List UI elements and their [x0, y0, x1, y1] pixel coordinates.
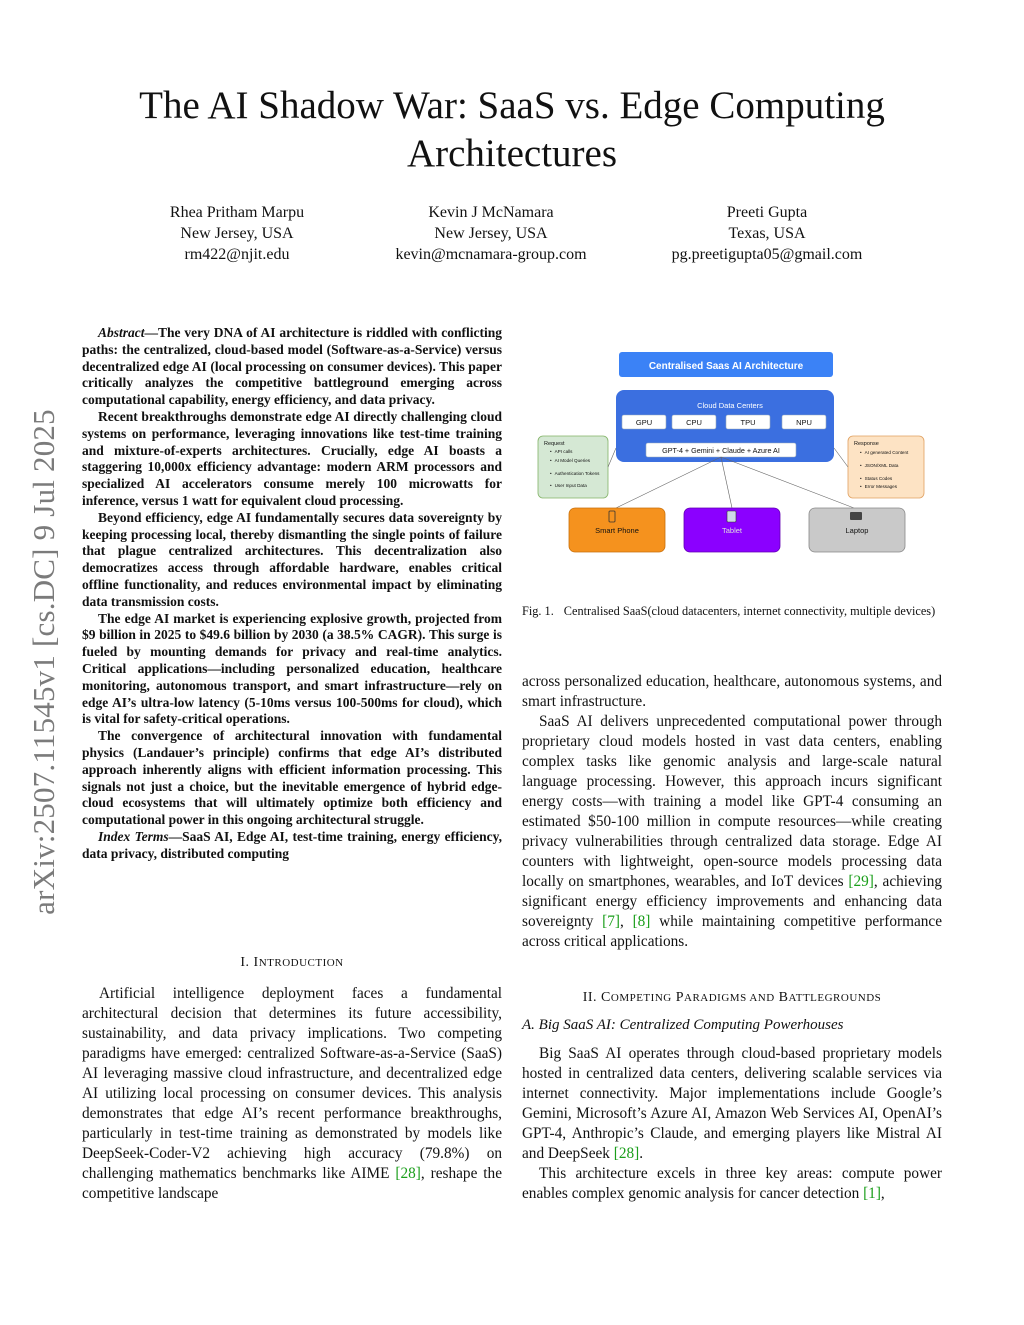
introduction-text [82, 984, 502, 1204]
abstract-paragraph: The convergence of architectural innovation with fundamental physics (Landauer’s principle) confirms that edge AI’s distributed approach inherently aligns with efficient information processing. This signals not just a choice, but the inevitable emergence of hybrid edge-cloud ecosystems that will ultimately optimize both efficiency and computational power in this ongoing architectural struggle. [82, 728, 502, 828]
section-number: I. [240, 955, 254, 970]
figure-caption-label: Fig. 1. [522, 604, 554, 618]
citation-link[interactable]: [1] [863, 1185, 881, 1202]
request-title: Request [544, 441, 565, 447]
laptop-icon [850, 512, 862, 520]
body-text: , achieving significant energy efficiency improvements and enhancing data sovereignty [522, 873, 942, 930]
body-paragraph [522, 1164, 942, 1204]
arxiv-stamp-text: arXiv:2507.11545v1 [cs.DC] 9 Jul 2025 [26, 409, 61, 915]
body-text: Big SaaS AI operates through cloud-based proprietary models hosted in centralized data centers, delivering scalable services via internet connectivity. Major implementations include Google’s Gemini, Microsoft’s Azure AI, Amazon Web Services AI, OpenAI’s GPT-4, Anthropic’s Claude, and emerging players like Mistral AI and DeepSeek [522, 1045, 942, 1162]
tablet-icon [727, 511, 736, 522]
chip-label: TPU [740, 418, 756, 427]
response-title: Response [854, 441, 879, 447]
abstract-text: The very DNA of AI architecture is riddled with conflicting paths: the centralized, cloud-based model (Software-as-a-Service) versus decentralized edge AI (local processing on consumer devices). This paper critically analyzes the competitive battleground emerging across computational capability, energy efficiency, and data privacy. [82, 325, 502, 408]
response-item: • JSON/XML Data [860, 463, 899, 468]
request-item: • User Input Data [550, 483, 587, 488]
author-block-2 [361, 202, 621, 265]
author-name: Rhea Pritham Marpu [169, 204, 305, 221]
device-label: Laptop [845, 526, 869, 535]
connector-line [834, 448, 848, 467]
index-terms-label: Index Terms [98, 828, 169, 844]
response-item: • AI generated Content [860, 450, 909, 455]
section-title-initial: I [253, 955, 259, 970]
response-item: • Status Codes [860, 476, 893, 481]
device-label: Smart Phone [595, 526, 639, 535]
section-title-rest: OMPETING [610, 992, 672, 1004]
intro-paragraph [82, 984, 502, 1204]
continued-paragraph: across personalized education, healthcare, autonomous systems, and smart infrastructure. [522, 673, 942, 710]
author-location: New Jersey, USA [434, 225, 548, 242]
abstract-paragraph: The edge AI market is experiencing explosive growth, projected from $9 billion in 2025 to $49.6 billion by 2030 (a 38.5% CAGR). This surge is fueled by mounting demands for privacy and real-time analytics. Critical applications—including personalized education, healthcare monitoring, autonomous transport, and smart infrastructure—rely on edge AI’s ultra-low latency (5-10ms versus 100-500ms for cloud), which is vital for safety-critical operations. [82, 610, 502, 727]
author-block-3 [637, 202, 897, 265]
body-paragraph [522, 712, 942, 952]
abstract [82, 325, 502, 863]
author-name: Kevin J McNamara [428, 204, 554, 221]
abstract-paragraph: Recent breakthroughs demonstrate edge AI directly challenging cloud systems on performance, leveraging innovations like test-time training and mixture-of-experts architectures. Crucially, edge AI boasts a staggering 10,000x efficiency advantage: modern ARM processors and specialized AI accelerators consume merely 100 microwatts for inference, versus 1 watt for equivalent cloud processing. [82, 408, 502, 508]
request-item: • Authentication Tokens [550, 471, 600, 476]
subsection-text [522, 1044, 942, 1204]
cloud-label: Cloud Data Centers [697, 401, 763, 410]
chip-label: GPU [635, 418, 653, 427]
author-block-1 [107, 202, 367, 265]
author-location: New Jersey, USA [180, 225, 294, 242]
citation-link[interactable]: [28] [395, 1165, 421, 1182]
body-text: This architecture excels in three key areas: compute power enables complex genomic analysis for cancer detection [522, 1165, 942, 1202]
models-label: GPT-4 + Gemini + Claude + Azure AI [662, 446, 780, 455]
connector-line [721, 457, 854, 508]
body-text: . [639, 1145, 644, 1162]
paper-title: The AI Shadow War: SaaS vs. Edge Computing Architectures [139, 84, 885, 175]
body-text: , [619, 913, 633, 930]
author-email[interactable]: pg.preetigupta05@gmail.com [671, 246, 863, 263]
abstract-label: Abstract [98, 325, 145, 340]
architecture-diagram [536, 348, 928, 560]
body-paragraph [522, 1044, 942, 1164]
figure-caption-text: Centralised SaaS(cloud datacenters, internet connectivity, multiple devices) [563, 604, 936, 618]
connector-line [616, 457, 721, 508]
citation-link[interactable]: [7] [602, 913, 620, 930]
section-title-initial: C [601, 990, 611, 1005]
response-item: • Error Messages [860, 484, 898, 489]
section-title-rest: NTRODUCTION [258, 957, 344, 969]
body-text: , [880, 1185, 885, 1202]
request-item: • AI Model Queries [550, 458, 591, 463]
abstract-paragraph: Beyond efficiency, edge AI fundamentally secures data sovereignty by keeping processing local, thereby dismantling the single points of failure that plague centralized architectures. This decentralization also democratizes access through affordable hardware, enables critical offline functionality, and reduces environmental impact by eliminating data transmission costs. [82, 509, 502, 609]
citation-link[interactable]: [29] [848, 873, 874, 890]
author-email[interactable]: rm422@njit.edu [184, 246, 290, 263]
citation-link[interactable]: [8] [632, 913, 651, 930]
section-heading-introduction [82, 955, 502, 971]
section-title-initial: B [778, 990, 789, 1005]
subsection-heading-big-saas: A. Big SaaS AI: Centralized Computing Powerhouses [522, 1017, 844, 1033]
intro-text: , reshape the competitive landscape [82, 1165, 502, 1202]
connector-line [608, 448, 616, 467]
section-heading-competing-paradigms [522, 990, 942, 1006]
figure-caption [522, 604, 942, 620]
body-text: while maintaining competitive performance across critical applications. [522, 913, 942, 950]
chip-label: CPU [686, 418, 702, 427]
index-terms: Index Terms—SaaS AI, Edge AI, test-time training, energy efficiency, data privacy, distributed computing [82, 828, 502, 861]
body-text: SaaS AI delivers unprecedented computational power through proprietary cloud models hosted in vast data centers, enabling complex tasks like genomic analysis and large-scale natural language processing. However, this approach incurs significant energy costs—with training a model like GPT-4 consuming an estimated $50-100 million in compute resources—while creating privacy vulnerabilities through centralized data storage. Edge AI counters with lightweight, open-source models processing data locally on smartphones, wearables, and IoT devices [522, 713, 942, 890]
abstract-paragraph: Abstract—The very DNA of AI architecture is riddled with conflicting paths: the centralized, cloud-based model (Software-as-a-Service) versus decentralized edge AI (local processing on consumer devices). This paper critically analyzes the competitive battleground emerging across computational capability, energy efficiency, and data privacy. [82, 325, 502, 408]
device-label: Tablet [721, 526, 743, 535]
request-item: • API calls [550, 449, 573, 454]
figure-1 [536, 348, 928, 565]
section-title-rest: ARADIGMS AND [684, 992, 775, 1004]
author-location: Texas, USA [728, 225, 806, 242]
intro-text: Artificial intelligence deployment faces a fundamental architectural decision that determines its future accessibility, sustainability, and data privacy implications. Two competing paradigms have emerged: centralized Software-as-a-Service (SaaS) AI leveraging massive cloud infrastructure, and decentralized edge AI utilizing local processing on consumer devices. This analysis demonstrates that edge AI’s recent performance breakthroughs, particularly in test-time training as demonstrated by models like DeepSeek-Coder-V2 achieving high accuracy (79.8%) on challenging mathematics benchmarks like AIME [82, 985, 502, 1182]
chip-label: NPU [796, 418, 812, 427]
section-title-initial: P [675, 990, 685, 1005]
index-terms-text: SaaS AI, Edge AI, test-time training, energy efficiency, data privacy, distributed computing [82, 828, 502, 861]
section-number: II. [582, 990, 602, 1005]
citation-link[interactable]: [28] [613, 1145, 640, 1162]
author-email[interactable]: kevin@mcnamara-group.com [395, 246, 587, 263]
right-column-text [522, 672, 942, 952]
diagram-title: Centralised Saas AI Architecture [648, 361, 804, 372]
connector-line [721, 457, 732, 508]
author-name: Preeti Gupta [726, 204, 808, 221]
section-title-rest: ATTLEGROUNDS [788, 992, 882, 1004]
